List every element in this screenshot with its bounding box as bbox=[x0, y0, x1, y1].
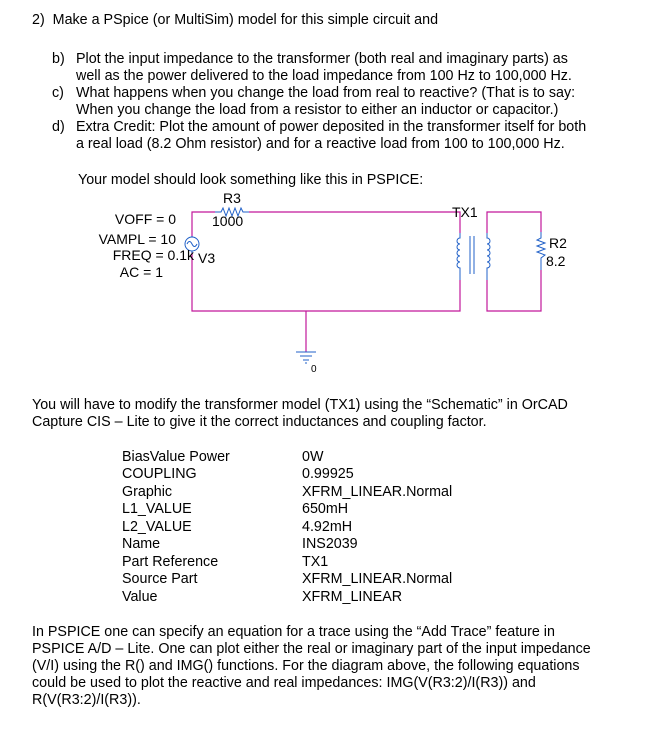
property-value: INS2039 bbox=[302, 536, 358, 552]
paragraph-line: In PSPICE one can specify an equation for a trace using the “Add Trace” feature in bbox=[32, 624, 555, 640]
property-value: XFRM_LINEAR.Normal bbox=[302, 484, 453, 500]
item-line: Plot the input impedance to the transformer (both real and imaginary parts) as bbox=[76, 51, 568, 67]
wire-secondary-top bbox=[487, 212, 541, 233]
transformer-icon bbox=[457, 233, 490, 280]
item-label: b) bbox=[52, 51, 65, 67]
source-param: VAMPL = 10 bbox=[98, 231, 176, 247]
property-key: COUPLING bbox=[122, 466, 197, 482]
property-value: 0.99925 bbox=[302, 466, 354, 482]
item-line: a real load (8.2 Ohm resistor) and for a reactive load from 100 to 100,000 Hz. bbox=[76, 136, 565, 152]
source-param: AC = 1 bbox=[119, 264, 163, 280]
wire-top-mid bbox=[249, 212, 460, 233]
property-key: L2_VALUE bbox=[122, 519, 192, 535]
property-value: 0W bbox=[302, 449, 324, 465]
r3-name: R3 bbox=[223, 190, 241, 206]
model-intro: Your model should look something like this in PSPICE: bbox=[78, 172, 424, 188]
property-value: TX1 bbox=[302, 554, 329, 570]
item-line: What happens when you change the load from real to reactive? (That is to say: bbox=[76, 85, 576, 101]
property-value: 4.92mH bbox=[302, 519, 353, 535]
property-value: XFRM_LINEAR bbox=[302, 589, 403, 605]
paragraph-line: You will have to modify the transformer model (TX1) using the “Schematic” in OrCAD bbox=[32, 397, 568, 413]
item-label: d) bbox=[52, 119, 65, 135]
modify-paragraph bbox=[32, 397, 642, 431]
item-line: well as the power delivered to the load impedance from 100 Hz to 100,000 Hz. bbox=[76, 68, 572, 84]
source-param: FREQ = 0.1k bbox=[112, 247, 194, 263]
r2-value: 8.2 bbox=[546, 253, 566, 269]
paragraph-line: Capture CIS – Lite to give it the correct inductances and coupling factor. bbox=[32, 414, 487, 430]
paragraph-line: PSPICE A/D – Lite. One can plot either the real or imaginary part of the input impedance bbox=[32, 641, 591, 657]
item-line: Extra Credit: Plot the amount of power deposited in the transformer itself for both bbox=[76, 119, 587, 135]
property-key: L1_VALUE bbox=[122, 501, 192, 517]
property-key: Name bbox=[122, 536, 161, 552]
tx-name: TX1 bbox=[452, 204, 478, 220]
wires bbox=[192, 212, 541, 352]
wire-secondary-bottom bbox=[487, 270, 541, 311]
final-paragraph bbox=[32, 624, 642, 709]
paragraph-line: (V/I) using the R() and IMG() functions. For the diagram above, the following equations bbox=[32, 658, 580, 674]
ground-label: 0 bbox=[311, 364, 317, 375]
property-key: Part Reference bbox=[122, 554, 219, 570]
r2-name: R2 bbox=[549, 235, 567, 251]
item-label: c) bbox=[52, 85, 64, 101]
property-key: Graphic bbox=[122, 484, 173, 500]
r3-value: 1000 bbox=[212, 213, 244, 229]
paragraph-line: could be used to plot the reactive and real impedances: IMG(V(R3:2)/I(R3)) and bbox=[32, 675, 536, 691]
r2-resistor-icon bbox=[537, 232, 545, 270]
property-key: Source Part bbox=[122, 571, 198, 587]
question-number: 2) bbox=[32, 12, 45, 28]
property-value: XFRM_LINEAR.Normal bbox=[302, 571, 453, 587]
source-name: V3 bbox=[198, 250, 216, 266]
paragraph-line: R(V(R3:2)/I(R3)). bbox=[32, 692, 141, 708]
property-value: 650mH bbox=[302, 501, 349, 517]
source-param: VOFF = 0 bbox=[114, 211, 176, 227]
question-text: Make a PSpice (or MultiSim) model for this simple circuit and bbox=[52, 12, 439, 28]
wire-source-bottom bbox=[192, 252, 460, 311]
property-key: Value bbox=[122, 589, 158, 605]
item-line: When you change the load from a resistor to either an inductor or capacitor.) bbox=[76, 102, 559, 118]
property-key: BiasValue Power bbox=[122, 449, 230, 465]
ground-icon bbox=[296, 352, 316, 363]
